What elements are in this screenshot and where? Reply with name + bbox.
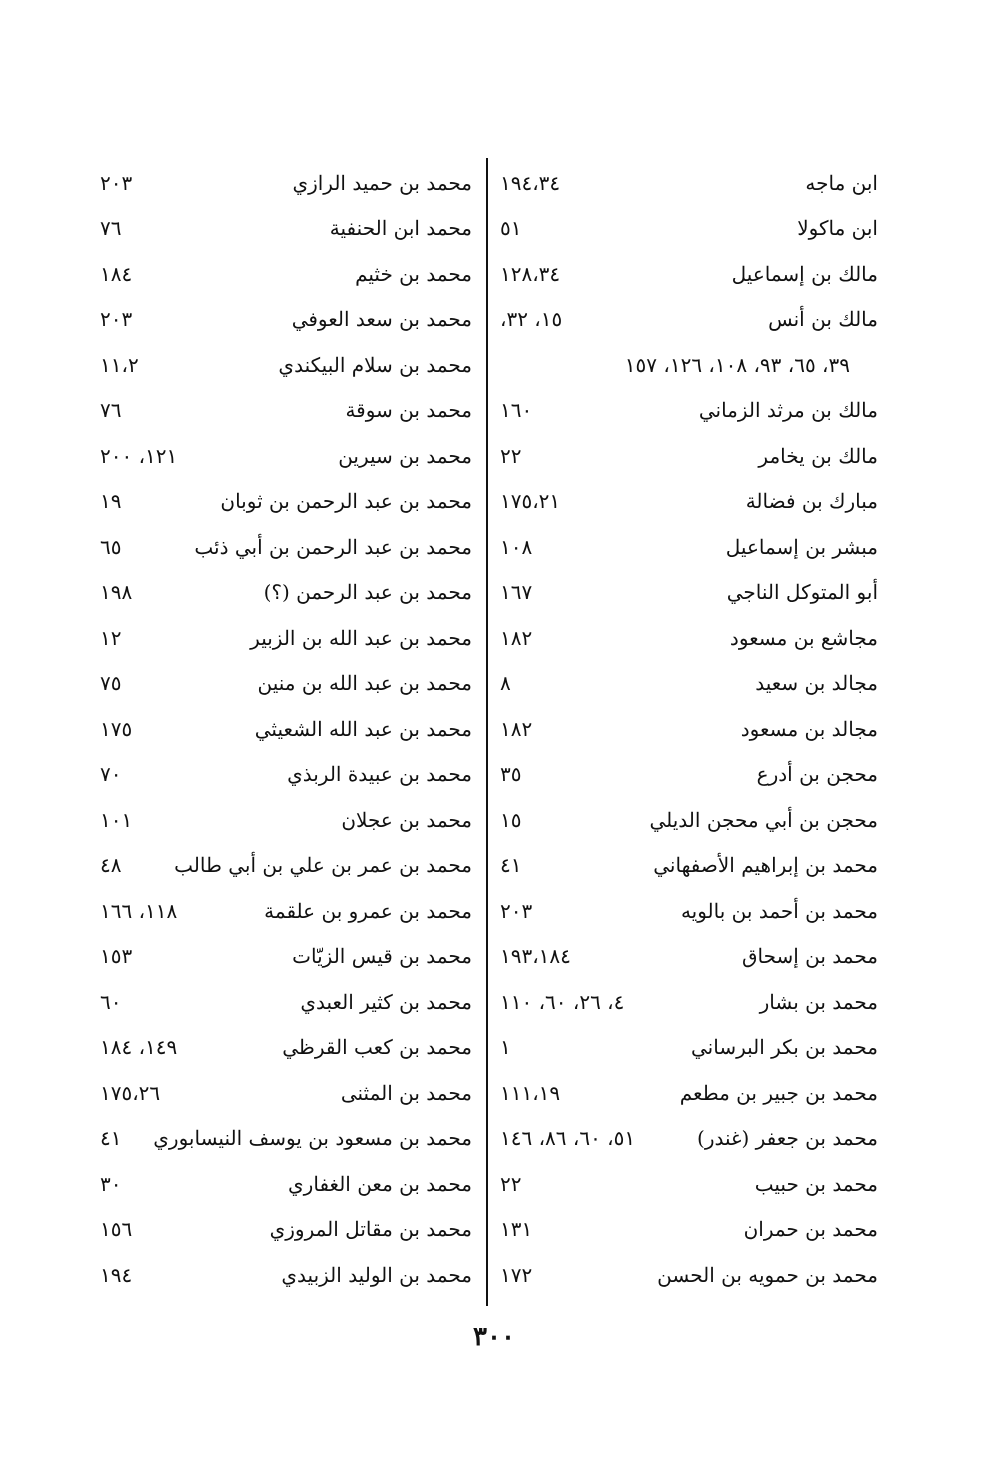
entry-name: محمد بن كثير العبدي	[300, 989, 472, 1014]
entry-pages: ١٥، ٣٢،	[500, 307, 563, 332]
entry-pages: ٢٢	[500, 443, 522, 468]
index-entry	[100, 615, 472, 661]
entry-name: محمد بن المثنى	[340, 1080, 472, 1105]
entry-pages: ١٩٣،١٨٤	[500, 944, 571, 969]
index-entry	[100, 388, 472, 434]
entry-pages: ٧٥	[100, 671, 122, 696]
index-column-right	[500, 160, 878, 1298]
entry-pages: ١٥٣	[100, 944, 133, 969]
index-entry	[500, 479, 878, 525]
index-entry	[500, 888, 878, 934]
page-number: ٣٠٠	[473, 1322, 515, 1352]
index-entry	[100, 752, 472, 798]
entry-name: محمد بن حمويه بن الحسن	[657, 1262, 878, 1287]
entry-name: مبشر بن إسماعيل	[725, 534, 878, 559]
entry-pages: ١٧٥،٢٦	[100, 1080, 161, 1105]
entry-pages: ١٩	[100, 489, 122, 514]
entry-name: مالك بن مرثد الزماني	[698, 398, 878, 423]
entry-pages: ١٤٩، ١٨٤	[100, 1035, 178, 1060]
index-entry	[500, 1116, 878, 1162]
entry-pages: ١	[500, 1035, 511, 1060]
entry-pages: ١٥	[500, 807, 522, 832]
index-entry	[100, 1207, 472, 1253]
entry-name: مالك بن يخامر	[758, 443, 878, 468]
entry-name: محمد بن مسعود بن يوسف النيسابوري	[153, 1126, 472, 1151]
index-entry	[100, 1252, 472, 1298]
entry-pages: ٥١، ٦٠، ٨٦، ١٤٦	[500, 1126, 636, 1151]
entry-name: محمد بن بكر البرساني	[690, 1035, 878, 1060]
entry-name: مبارك بن فضالة	[745, 489, 878, 514]
entry-name: محمد بن عبد الله بن منين	[257, 671, 472, 696]
index-entry	[100, 797, 472, 843]
entry-pages: ١٨٢	[500, 625, 533, 650]
entry-pages: ٦٥	[100, 534, 122, 559]
index-entry	[500, 251, 878, 297]
column-divider	[486, 158, 488, 1306]
entry-pages: ١٨٤	[100, 261, 133, 286]
entry-name: أبو المتوكل الناجي	[726, 580, 878, 605]
index-entry	[500, 206, 878, 252]
entry-name: محمد بن سلام البيكندي	[278, 352, 472, 377]
entry-pages: ١٩٤	[100, 1262, 133, 1287]
entry-name: محمد بن بشار	[759, 989, 878, 1014]
entry-pages: ١٧٥	[100, 716, 133, 741]
entry-name: مجالد بن سعيد	[755, 671, 878, 696]
entry-name: ابن ماجه	[805, 170, 878, 195]
entry-pages: ١٣١	[500, 1217, 533, 1242]
index-entry	[500, 433, 878, 479]
entry-name: محمد بن سعد العوفي	[291, 307, 472, 332]
index-entry	[100, 706, 472, 752]
entry-name: ابن ماكولا	[797, 216, 878, 241]
entry-name: محمد بن معن الغفاري	[288, 1171, 472, 1196]
entry-name: محمد بن الوليد الزبيدي	[281, 1262, 472, 1287]
entry-pages: ١٧٥،٢١	[500, 489, 561, 514]
entry-name: محمد بن مقاتل المروزي	[269, 1217, 472, 1242]
entry-pages: ١١،٢	[100, 352, 139, 377]
index-entry	[100, 888, 472, 934]
entry-pages: ٣٩، ٦٥، ٩٣، ١٠٨، ١٢٦، ١٥٧	[624, 352, 850, 377]
entry-name: محمد بن سوقة	[345, 398, 472, 423]
entry-name: مالك بن إسماعيل	[731, 261, 878, 286]
entry-name: محمد بن حميد الرازي	[292, 170, 472, 195]
index-entry	[100, 570, 472, 616]
entry-pages: ٧٦	[100, 398, 122, 423]
index-entry	[500, 843, 878, 889]
index-entry	[100, 1070, 472, 1116]
entry-name: محمد بن عبد الرحمن بن ثوبان	[220, 489, 472, 514]
entry-pages: ١٦٧	[500, 580, 533, 605]
entry-pages: ٣٥	[500, 762, 522, 787]
index-entry	[100, 843, 472, 889]
entry-name: محمد بن عمر بن علي بن أبي طالب	[174, 853, 472, 878]
entry-pages: ٥١	[500, 216, 522, 241]
entry-pages: ٧٦	[100, 216, 122, 241]
entry-name: محمد بن حمران	[743, 1217, 878, 1242]
entry-pages: ٤، ٢٦، ٦٠، ١١٠	[500, 989, 625, 1014]
entry-pages: ١٥٦	[100, 1217, 133, 1242]
entry-pages: ١٩٨	[100, 580, 133, 605]
index-entry	[100, 1025, 472, 1071]
entry-name: محمد بن سيرين	[338, 443, 472, 468]
index-entry	[100, 251, 472, 297]
entry-pages: ٤٨	[100, 853, 122, 878]
index-entry	[500, 388, 878, 434]
index-entry	[500, 524, 878, 570]
index-entry	[500, 934, 878, 980]
entry-name: محمد بن عبد الرحمن (؟)	[263, 580, 472, 605]
index-entry	[500, 661, 878, 707]
index-entry	[100, 206, 472, 252]
entry-name: محجن بن أدرع	[756, 762, 878, 787]
entry-name: محمد ابن الحنفية	[329, 216, 472, 241]
entry-name: محجن بن أبي محجن الديلي	[649, 807, 878, 832]
entry-pages: ١٢١، ٢٠٠	[100, 443, 178, 468]
entry-pages: ١٩٤،٣٤	[500, 170, 561, 195]
entry-name: محمد بن جبير بن مطعم	[679, 1080, 878, 1105]
index-entry	[100, 661, 472, 707]
entry-pages: ٢٢	[500, 1171, 522, 1196]
index-entry	[500, 1161, 878, 1207]
index-entry	[500, 752, 878, 798]
entry-name: محمد بن حبيب	[754, 1171, 878, 1196]
entry-pages: ٢٠٣	[100, 170, 133, 195]
entry-name: محمد بن جعفر (غندر)	[697, 1126, 878, 1151]
entry-pages: ٣٠	[100, 1171, 122, 1196]
entry-pages: ٢٠٣	[100, 307, 133, 332]
entry-pages: ٦٠	[100, 989, 122, 1014]
entry-pages: ١١٨، ١٦٦	[100, 898, 178, 923]
index-entry	[100, 934, 472, 980]
entry-pages: ١٢	[100, 625, 122, 650]
index-entry	[100, 479, 472, 525]
index-entry	[100, 524, 472, 570]
index-entry	[100, 1161, 472, 1207]
entry-name: مجاشع بن مسعود	[729, 625, 878, 650]
index-entry	[500, 1070, 878, 1116]
index-column-left	[100, 160, 472, 1298]
index-entry	[500, 160, 878, 206]
index-entry	[500, 979, 878, 1025]
index-entry	[100, 297, 472, 343]
entry-pages: ١١١،١٩	[500, 1080, 561, 1105]
index-entry	[100, 342, 472, 388]
entry-pages: ٧٠	[100, 762, 122, 787]
entry-name: محمد بن عمرو بن علقمة	[264, 898, 472, 923]
entry-pages: ١٦٠	[500, 398, 533, 423]
entry-name: محمد بن عبد الله الشعيثي	[254, 716, 472, 741]
index-entry	[500, 342, 878, 388]
entry-pages: ٤١	[500, 853, 522, 878]
entry-pages: ١٢٨،٣٤	[500, 261, 561, 286]
entry-pages: ١٧٢	[500, 1262, 533, 1287]
entry-name: محمد بن عجلان	[341, 807, 472, 832]
entry-name: محمد بن عبد الرحمن بن أبي ذئب	[194, 534, 472, 559]
entry-name: محمد بن خثيم	[355, 261, 472, 286]
index-entry	[500, 706, 878, 752]
entry-name: محمد بن عبد الله بن الزبير	[250, 625, 472, 650]
index-entry	[500, 1207, 878, 1253]
entry-name: محمد بن عبيدة الربذي	[287, 762, 472, 787]
index-entry	[500, 615, 878, 661]
index-entry	[500, 797, 878, 843]
entry-pages: ٢٠٣	[500, 898, 533, 923]
entry-pages: ١٠٨	[500, 534, 533, 559]
entry-name: مجالد بن مسعود	[740, 716, 878, 741]
index-entry	[100, 160, 472, 206]
entry-name: محمد بن إسحاق	[741, 944, 878, 969]
index-entry	[100, 979, 472, 1025]
entry-pages: ١٨٢	[500, 716, 533, 741]
entry-pages: ٨	[500, 671, 511, 696]
index-entry	[500, 1252, 878, 1298]
entry-name: محمد بن قيس الزيّات	[292, 944, 472, 969]
index-entry	[100, 433, 472, 479]
index-entry	[500, 297, 878, 343]
entry-name: محمد بن كعب القرظي	[282, 1035, 472, 1060]
entry-name: مالك بن أنس	[768, 307, 878, 332]
index-entry	[500, 570, 878, 616]
index-entry	[100, 1116, 472, 1162]
entry-name: محمد بن إبراهيم الأصفهاني	[653, 853, 878, 878]
entry-pages: ١٠١	[100, 807, 133, 832]
index-entry	[500, 1025, 878, 1071]
entry-pages: ٤١	[100, 1126, 122, 1151]
entry-name: محمد بن أحمد بن بالويه	[680, 898, 878, 923]
